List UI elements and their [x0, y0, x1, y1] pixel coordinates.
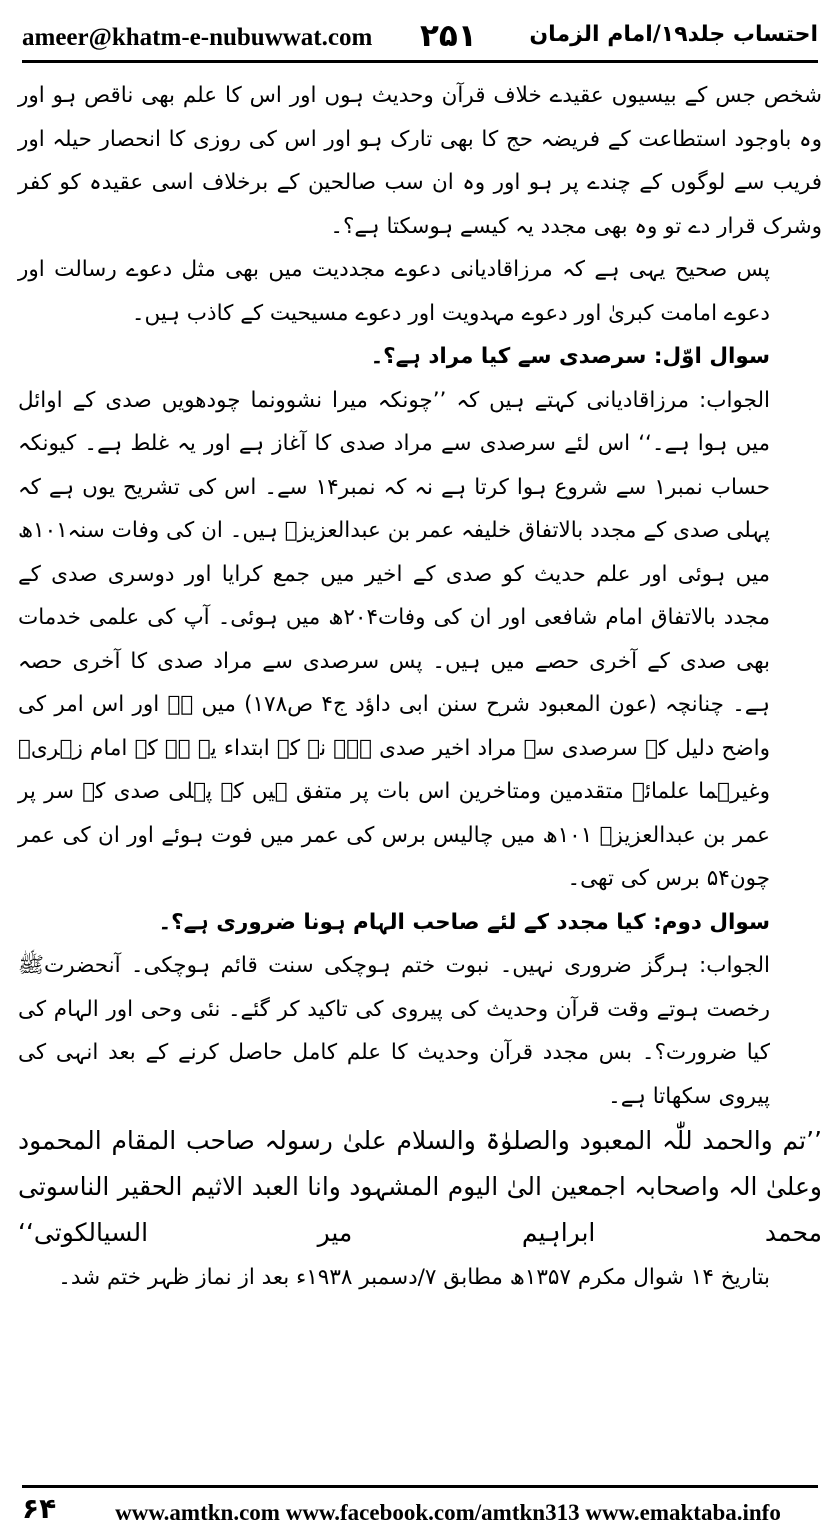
- header-page-number: ۲۵۱: [420, 18, 477, 54]
- answer-second: الجواب: ہرگز ضروری نہیں۔ نبوت ختم ہوچکی سنت قائم ہوچکی۔ آنحضرتﷺ رخصت ہوتے وقت قرآن وحدیث کی پیروی کی تاکید کر گئے۔ نئی وحی اور الہام کی کیا ضرورت؟۔ بس مجدد قرآن وحدیث کا علم کامل حاصل کرنے کے بعد انہی کی پیروی سکھاتا ہے۔: [18, 953, 770, 1109]
- footer-page-number: ۶۴: [22, 1492, 57, 1525]
- footer-divider: [22, 1485, 818, 1488]
- date-line: بتاریخ ۱۴ شوال مکرم ۱۳۵۷ھ مطابق ۷/دسمبر ۱۹۳۸ء بعد از نماز ظہر ختم شد۔: [58, 1265, 770, 1290]
- arabic-closing: ’’تم والحمد للّٰہ المعبود والصلوٰۃ والسلام علیٰ رسولہ صاحب المقام المحمود وعلیٰ الہ واصحابہ اجمعین الیٰ الیوم المشہود وانا العبد الاثیم الحقیر الناسوتی محمد ابراہیم میر السیالکوتی‘‘: [18, 1126, 822, 1247]
- question-second: سوال دوم: کیا مجدد کے لئے صاحب الہام ہونا ضروری ہے؟۔: [158, 909, 770, 935]
- header-email: ameer@khatm-e-nubuwwat.com: [22, 24, 373, 51]
- paragraph-conclusion: پس صحیح یہی ہے کہ مرزاقادیانی دعوے مجددیت میں بھی مثل دعوے رسالت اور دعوے امامت کبریٰ اور دعوے مہدویت اور دعوے مسیحیت کے کاذب ہیں۔: [18, 257, 770, 326]
- page-footer: [22, 1492, 818, 1530]
- page-body: [18, 74, 822, 1300]
- paragraph-intro: شخص جس کے بیسیوں عقیدے خلاف قرآن وحدیث ہوں اور اس کا علم بھی ناقص ہو اور وہ باوجود استطاعت کے فریضہ حج کا بھی تارک ہو اور اس کی روزی کا انحصار حیلہ اور فریب سے لوگوں کے چندے پر ہو اور وہ ان سب صالحین کے برخلاف اسی عقیدہ کو کفر وشرک قرار دے تو وہ بھی مجدد یہ کیسے ہوسکتا ہے؟۔: [18, 83, 822, 239]
- page-header: [22, 18, 818, 58]
- book-title: احتساب جلد۱۹/امام الزمان: [529, 22, 818, 47]
- header-divider: [22, 60, 818, 63]
- question-first: سوال اوّل: سرصدی سے کیا مراد ہے؟۔: [370, 344, 770, 369]
- footer-links: www.amtkn.com www.facebook.com/amtkn313 www.emaktaba.info: [115, 1500, 781, 1525]
- answer-first: الجواب: مرزاقادیانی کہتے ہیں کہ ’’چونکہ میرا نشوونما چودھویں صدی کے اوائل میں ہوا ہے۔‘‘ اس لئے سرصدی سے مراد صدی کا آغاز ہے اور یہ غلط ہے۔ کیونکہ حساب نمبر۱ سے شروع ہوا کرتا ہے نہ کہ نمبر۱۴ سے۔ اس کی تشریح یوں ہے کہ پہلی صدی کے مجدد بالاتفاق خلیفہ عمر بن عبدالعزیزؒ ہیں۔ ان کی وفات سنہ۱۰۱ھ میں ہوئی اور علم حدیث کو صدی کے اخیر میں جمع کرایا اور دوسری صدی کے مجدد بالاتفاق امام شافعی اور ان کی وفات۲۰۴ھ میں ہوئی۔ آپ کی علمی خدمات بھی صدی کے آخری حصے میں ہیں۔ پس سرصدی سے مراد صدی کا آخری حصہ ہے۔ چنانچہ (عون المعبود شرح سنن ابی داؤد ج۴ ص۱۷۸) میں ہے اور اس امر کی واضح دلیل کہ سرصدی سے مراد اخیر صدی ہے۔ نہ کہ ابتداء یہ ہے کہ امام زہریؒ وغیرہما علمائے متقدمین ومتاخرین اس بات پر متفق ہیں کہ پہلی صدی کے سر پر عمر بن عبدالعزیزؒ ۱۰۱ھ میں چالیس برس کی عمر میں فوت ہوئے اور ان کی عمر چون۵۴ برس کی تھی۔: [18, 387, 771, 891]
